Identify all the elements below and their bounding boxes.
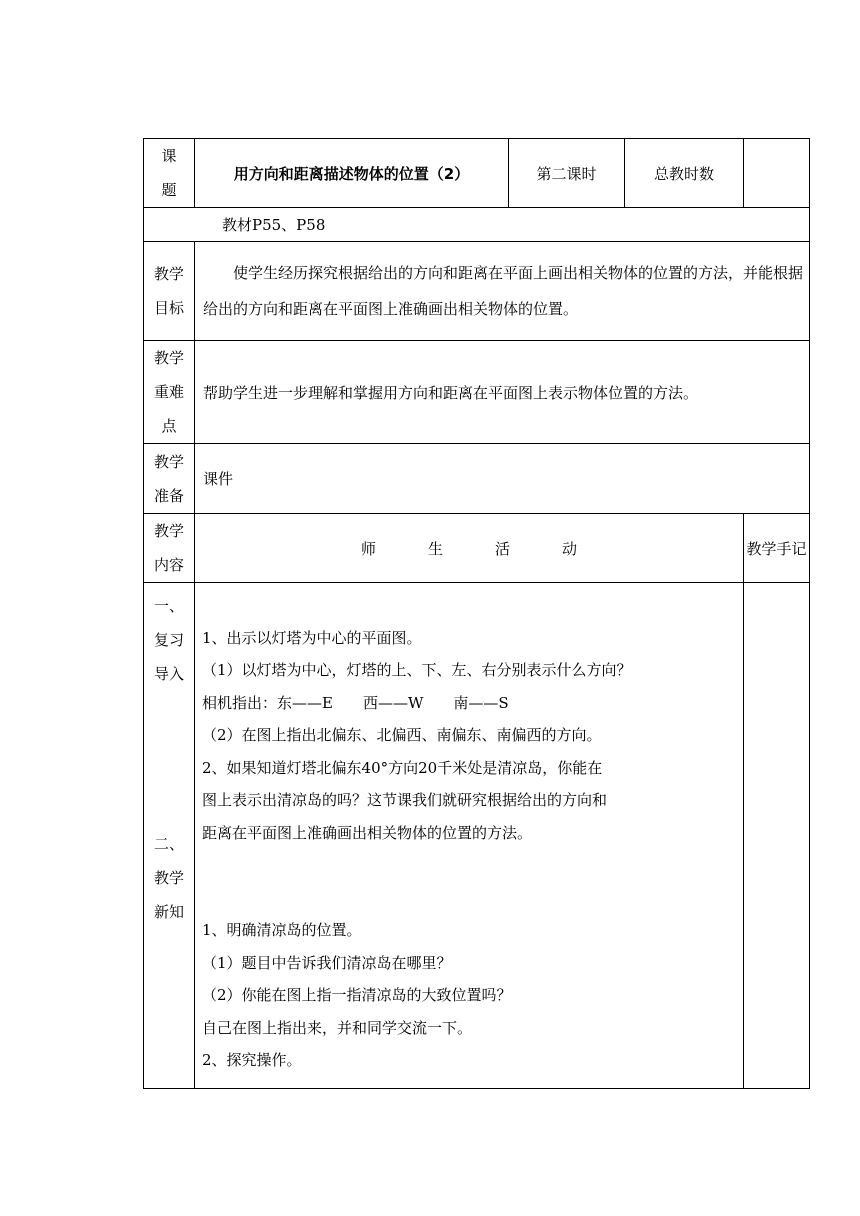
lesson-number: 第二课时	[509, 139, 625, 208]
goals-text: 使学生经历探究根据给出的方向和距离在平面上画出相关物体的位置的方法，并能根据给出的方向和距离在平面图上准确画出相关物体的位置。	[195, 242, 810, 341]
body-line: （1）以灯塔为中心，灯塔的上、下、左、右分别表示什么方向？	[202, 661, 632, 679]
notes-body	[744, 583, 810, 1089]
notes-header: 教学手记	[744, 514, 810, 583]
topic-label: 课 题	[144, 139, 195, 208]
body-line	[202, 882, 737, 915]
goals-label: 教学 目标	[144, 242, 195, 341]
body-line: 图上表示出清凉岛的吗？这节课我们就研究根据给出的方向和	[202, 791, 608, 809]
body-line	[202, 849, 737, 882]
prep-label: 教学 准备	[144, 444, 195, 514]
body-line: 自己在图上指出来，并和同学交流一下。	[202, 1018, 473, 1037]
body-row	[144, 583, 810, 1089]
textbook-ref: 教材P55、P58	[144, 208, 810, 242]
new-section-label: 二、	[153, 835, 184, 853]
body-line: 1、出示以灯塔为中心的平面图。	[202, 628, 422, 647]
total-hours-value	[744, 139, 810, 208]
prep-row	[144, 444, 810, 514]
body-line: （2）你能在图上指一指清凉岛的大致位置吗？	[202, 986, 512, 1004]
body-line: 2、探究操作。	[202, 1051, 302, 1069]
body-line	[202, 589, 737, 622]
review-section-label: 一、	[153, 597, 184, 615]
body-line: 相机指出：东——E 西——W 南——S	[202, 693, 509, 712]
body-line: （2）在图上指出北偏东、北偏西、南偏东、南偏西的方向。	[202, 726, 602, 744]
body-line: 2、如果知道灯塔北偏东40°方向20千米处是清凉岛，你能在	[202, 758, 603, 777]
content-header-row	[144, 514, 810, 583]
activity-body	[195, 583, 744, 1089]
lesson-plan-table	[143, 138, 810, 1089]
section-labels: 一、 复习 导入 二、 教学 新知	[144, 583, 195, 1089]
prep-text: 课件	[195, 444, 810, 514]
keypoints-text: 帮助学生进一步理解和掌握用方向和距离在平面图上表示物体位置的方法。	[195, 341, 810, 444]
total-hours-label: 总教时数	[625, 139, 744, 208]
keypoints-label: 教学 重难 点	[144, 341, 195, 444]
activity-header: 师 生 活 动	[195, 514, 744, 583]
lesson-title: 用方向和距离描述物体的位置（2）	[195, 139, 509, 208]
body-line: （1）题目中告诉我们清凉岛在哪里？	[202, 953, 452, 972]
goals-row	[144, 242, 810, 341]
textbook-row	[144, 208, 810, 242]
keypoints-row	[144, 341, 810, 444]
content-label: 教学 内容	[144, 514, 195, 583]
body-line: 1、明确清凉岛的位置。	[202, 921, 362, 939]
header-row	[144, 139, 810, 208]
body-line: 距离在平面图上准确画出相关物体的位置的方法。	[202, 823, 533, 842]
